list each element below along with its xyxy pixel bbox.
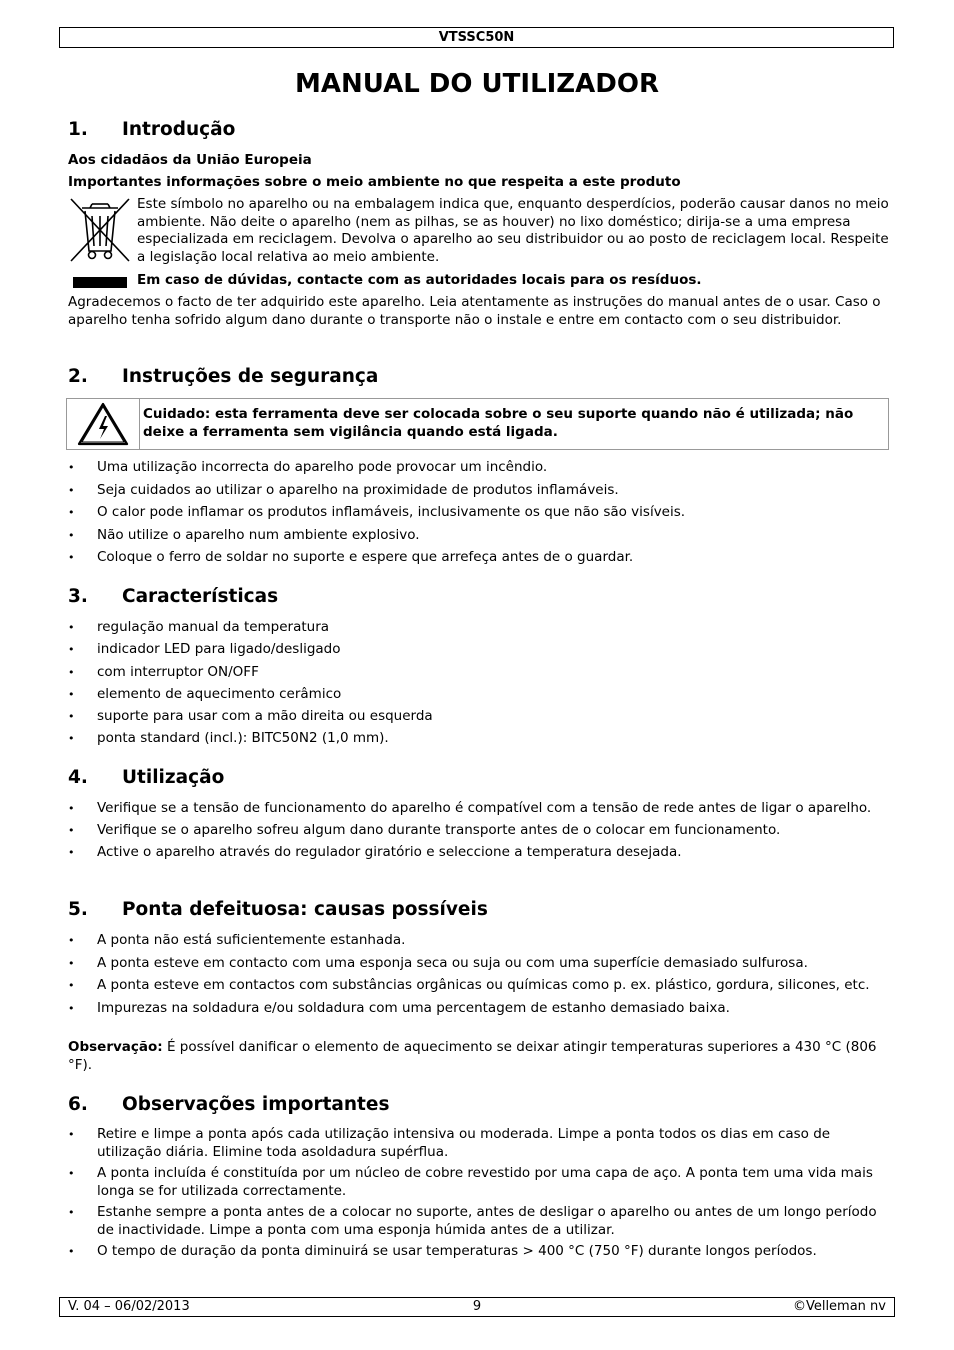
footer-copyright: ©Velleman nv [792,1299,886,1314]
list-item: • elemento de aquecimento cerâmico [68,686,888,704]
list-item: • Não utilize o aparelho num ambiente explosivo. [68,527,888,545]
section-5-heading [68,899,488,921]
section-2-heading [68,366,378,388]
section-number: 6. [68,1094,88,1115]
section-number: 1. [68,119,88,140]
section-title: Observações importantes [122,1094,390,1115]
section-number: 4. [68,767,88,788]
thanks-paragraph: Agradecemos o facto de ter adquirido este aparelho. Leia atentamente as instruções do manual antes de o usar. Caso o aparelho tenha sofrido algum dano durante o transporte não o instale e entre em contacto com o seu distribuidor. [68,294,881,328]
env-info-line: Importantes informações sobre o meio ambiente no que respeita a este produto [68,174,681,190]
footer-page-number: 9 [472,1299,482,1314]
features-list [68,619,888,748]
list-item: • A ponta esteve em contactos com substâncias orgânicas ou químicas como p. ex. plástico, gordura, silicones, etc. [68,977,888,995]
weee-bin-icon [68,196,132,264]
list-item: • com interruptor ON/OFF [68,664,888,682]
page-header-model: VTSSC50N [59,27,894,48]
list-item: • A ponta incluída é constituída por um núcleo de cobre revestido por uma capa de aço. A ponta tem uma vida mais longa se for utilizada correctamente. [68,1165,888,1200]
eu-citizens-line: Aos cidadãos da União Europeia [68,152,312,168]
section-number: 2. [68,366,88,387]
list-item: • Uma utilização incorrecta do aparelho pode provocar um incêndio. [68,459,888,477]
observation-text: É possível danificar o elemento de aquecimento se deixar atingir temperaturas superiores a 430 °C (806 °F). [68,1039,877,1073]
section-title: Ponta defeituosa: causas possíveis [122,899,488,920]
section-3-heading [68,586,278,608]
safety-warning-box [66,398,889,450]
list-item: • Verifique se o aparelho sofreu algum dano durante transporte antes de o colocar em funcionamento. [68,822,888,840]
list-item: • Impurezas na soldadura e/ou soldadura com uma percentagem de estanho demasiado baixa. [68,1000,888,1018]
section-title: Utilização [122,767,225,788]
observation-note [68,1039,888,1074]
defect-causes-list [68,932,888,1017]
section-number: 3. [68,586,88,607]
list-item: • ponta standard (incl.): BITC50N2 (1,0 mm). [68,730,888,748]
section-4-heading [68,767,224,789]
section-6-heading [68,1094,389,1116]
important-notes-list [68,1126,888,1261]
electric-hazard-icon [77,402,129,446]
section-title: Características [122,586,279,607]
list-item: • Active o aparelho através do regulador giratório e seleccione a temperatura desejada. [68,844,888,862]
weee-black-bar [73,277,127,288]
footer-version: V. 04 – 06/02/2013 [68,1299,190,1314]
warning-divider [139,399,140,449]
safety-list [68,459,888,567]
list-item: • Seja cuidados ao utilizar o aparelho na proximidade de produtos inflamáveis. [68,482,888,500]
list-item: • O calor pode inflamar os produtos inflamáveis, inclusivamente os que não são visíveis. [68,504,888,522]
list-item: • A ponta esteve em contacto com uma esponja seca ou suja ou com uma superfície demasiado sulfurosa. [68,955,888,973]
list-item: • O tempo de duração da ponta diminuirá se usar temperaturas > 400 °C (750 °F) durante longos períodos. [68,1243,888,1261]
section-1-heading [68,119,235,141]
list-item: • Verifique se a tensão de funcionamento do aparelho é compatível com a tensão de rede antes de ligar o aparelho. [68,800,888,818]
observation-label: Observação: [68,1039,163,1055]
list-item: • suporte para usar com a mão direita ou esquerda [68,708,888,726]
section-title: Introdução [122,119,236,140]
weee-paragraph: Este símbolo no aparelho ou na embalagem indica que, enquanto desperdícios, poderão causar danos no meio ambiente. Não deite o aparelho (nem as pilhas, se as houver) no lixo doméstico; dirija-se a uma empresa especializada em reciclagem. Devolva o aparelho ao seu distribuidor ou ao posto de reciclagem local. Respeite a legislação local relativa ao meio ambiente. [137,196,889,265]
warning-text: Cuidado: esta ferramenta deve ser colocada sobre o seu suporte quando não é utilizada; não deixe a ferramenta sem vigilância quando está ligada. [143,406,854,440]
doubts-line: Em caso de dúvidas, contacte com as autoridades locais para os resíduos. [137,272,702,288]
section-number: 5. [68,899,88,920]
list-item: • Estanhe sempre a ponta antes de a colocar no suporte, antes de desligar o aparelho ou antes de um longo período de inactividade. Limpe a ponta com uma esponja húmida antes de a utilizar. [68,1204,888,1239]
usage-list [68,800,888,862]
list-item: • Coloque o ferro de soldar no suporte e espere que arrefeça antes de o guardar. [68,549,888,567]
list-item: • Retire e limpe a ponta após cada utilização intensiva ou moderada. Limpe a ponta todos os dias em caso de utilização diária. Elimine toda asoldadura supérflua. [68,1126,888,1161]
list-item: • A ponta não está suficientemente estanhada. [68,932,888,950]
page-footer [59,1297,895,1317]
page-title: MANUAL DO UTILIZADOR [295,69,659,99]
section-title: Instruções de segurança [122,366,379,387]
list-item: • indicador LED para ligado/desligado [68,641,888,659]
list-item: • regulação manual da temperatura [68,619,888,637]
